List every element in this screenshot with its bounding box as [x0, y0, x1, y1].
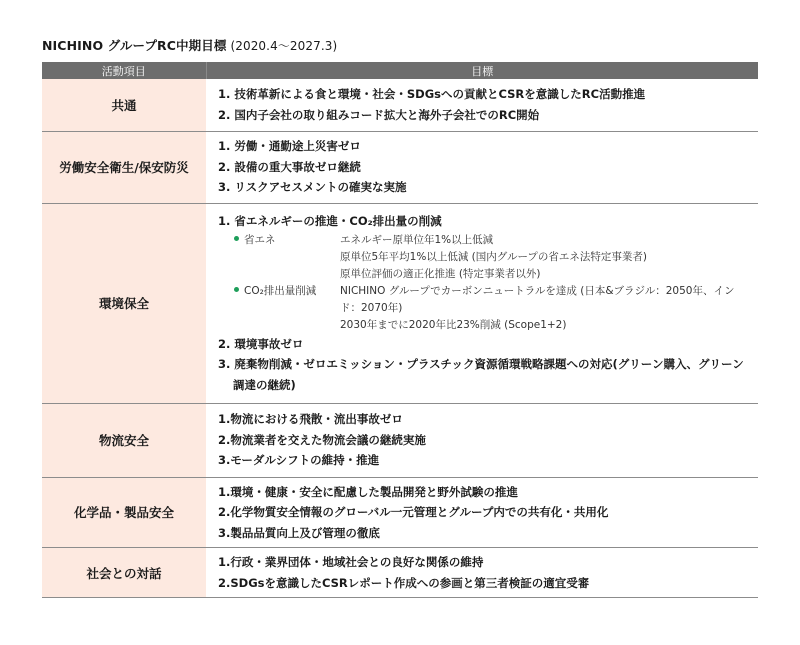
goal-item: 1.物流における飛散・流出事故ゼロ — [218, 412, 403, 427]
goal-item: 3. リスクアセスメントの確実な実施 — [218, 180, 407, 195]
goal-item: 2.物流業者を交えた物流会議の継続実施 — [218, 432, 426, 447]
table-row — [42, 131, 758, 203]
bullet-icon — [234, 236, 239, 241]
title-period: (2020.4～2027.3) — [230, 39, 338, 53]
table-row — [42, 403, 758, 477]
sub-item-details — [340, 283, 758, 334]
detail-line: 2030年までに2020年比23%削減 (Scope1+2) — [340, 318, 567, 331]
goal-item: 2. 国内子会社の取り組みコード拡大と海外子会社でのRC開始 — [218, 107, 540, 122]
goal-item: 2.化学物質安全情報のグローバル一元管理とグループ内での共有化・共用化 — [218, 505, 609, 519]
header-goals: 目標 — [206, 62, 758, 79]
sub-item-details — [340, 232, 758, 283]
goal-item: 1.行政・業界団体・地域社会との良好な関係の維持 — [218, 555, 484, 569]
category-cell: 化学品・製品安全 — [42, 477, 206, 548]
rc-goals-table — [42, 62, 758, 598]
sub-item-label: 省エネ — [234, 232, 340, 283]
category-cell: 労働安全衛生/保安防災 — [42, 131, 206, 203]
goal-item: 3. 廃棄物削減・ゼロエミッション・プラスチック資源循環戦略課題への対応(グリーン購入、グリーン調達の継続) — [218, 357, 744, 392]
sub-item-label: CO₂排出量削減 — [234, 283, 340, 334]
table-row — [42, 548, 758, 598]
table-row — [42, 477, 758, 548]
table-header-row — [42, 62, 758, 79]
goals-cell — [206, 131, 758, 203]
detail-line: エネルギー原単位年1%以上低減 — [340, 233, 494, 246]
goal-item: 2.SDGsを意識したCSRレポート作成への参画と第三者検証の適宜受審 — [218, 575, 590, 590]
detail-line: NICHINO グループでカーボンニュートラルを達成 (日本&ブラジル：2050年、インド：2070年) — [340, 284, 735, 314]
goals-cell — [206, 548, 758, 598]
bullet-icon — [234, 287, 239, 292]
goal-item: 2. 設備の重大事故ゼロ継続 — [218, 159, 361, 174]
sub-item-energy-saving — [234, 232, 758, 283]
goal-item: 1.環境・健康・安全に配慮した製品開発と野外試験の推進 — [218, 484, 518, 499]
goal-item: 3.モーダルシフトの維持・推進 — [218, 453, 380, 468]
category-cell: 社会との対話 — [42, 548, 206, 598]
detail-line: 原単位評価の適正化推進 (特定事業者以外) — [340, 267, 541, 280]
detail-line: 原単位5年平均1%以上低減 (国内グループの省エネ法特定事業者) — [340, 250, 648, 263]
sub-item-co2-reduction — [234, 283, 758, 334]
category-cell: 物流安全 — [42, 403, 206, 477]
goals-cell — [206, 79, 758, 131]
goals-cell — [206, 203, 758, 403]
goal-item: 2. 環境事故ゼロ — [218, 336, 304, 351]
goal-item: 1. 労働・通勤途上災害ゼロ — [218, 139, 361, 154]
goal-item: 1. 省エネルギーの推進・CO₂排出量の削減 — [218, 214, 442, 228]
goals-cell — [206, 477, 758, 548]
goals-cell — [206, 403, 758, 477]
category-cell: 共通 — [42, 79, 206, 131]
table-row — [42, 79, 758, 131]
goal-item: 1. 技術革新による食と環境・社会・SDGsへの貢献とCSRを意識したRC活動推進 — [218, 87, 646, 102]
table-row — [42, 203, 758, 403]
title-main: NICHINO グループRC中期目標 — [42, 38, 227, 53]
category-cell: 環境保全 — [42, 203, 206, 403]
goal-item: 3.製品品質向上及び管理の徹底 — [218, 525, 380, 540]
header-activity: 活動項目 — [42, 62, 206, 79]
page-title — [42, 36, 337, 54]
